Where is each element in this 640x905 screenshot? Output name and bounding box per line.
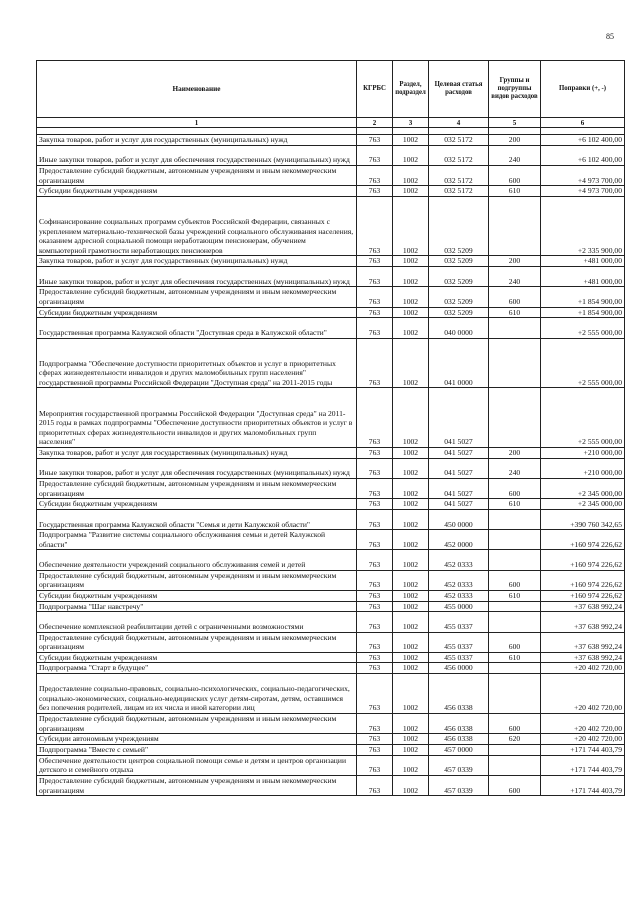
- column-number: 5: [489, 118, 541, 128]
- row-section: 1002: [393, 499, 429, 510]
- row-section: 1002: [393, 734, 429, 745]
- row-target-article: 032 5209: [429, 307, 489, 318]
- row-expense-group: 240: [489, 458, 541, 478]
- row-name: Предоставление субсидий бюджетным, автономным учреждениям и иным некоммерческим организациям: [37, 775, 357, 795]
- table-row: [37, 458, 625, 478]
- row-target-article: 456 0338: [429, 734, 489, 745]
- row-kgrbs: 763: [357, 509, 393, 529]
- row-section: 1002: [393, 612, 429, 632]
- row-section: 1002: [393, 714, 429, 734]
- row-expense-group: [489, 388, 541, 448]
- row-expense-group: 600: [489, 287, 541, 307]
- row-name: Обеспечение деятельности учреждений социального обслуживания семей и детей: [37, 550, 357, 570]
- row-expense-group: [489, 612, 541, 632]
- row-section: 1002: [393, 165, 429, 185]
- row-expense-group: 200: [489, 256, 541, 267]
- row-amount: +20 402 720,00: [541, 714, 625, 734]
- row-amount: +2 555 000,00: [541, 338, 625, 388]
- row-name: Иные закупки товаров, работ и услуг для обеспечения государственных (муниципальных) нужд: [37, 267, 357, 287]
- table-row: [37, 256, 625, 267]
- header-amendments: Поправки (+, -): [541, 61, 625, 118]
- row-amount: +390 760 342,65: [541, 509, 625, 529]
- row-target-article: 452 0333: [429, 570, 489, 590]
- row-expense-group: 620: [489, 734, 541, 745]
- row-kgrbs: 763: [357, 145, 393, 165]
- row-target-article: 455 0000: [429, 601, 489, 612]
- row-name: Субсидии бюджетным учреждениям: [37, 591, 357, 602]
- row-kgrbs: 763: [357, 652, 393, 663]
- row-expense-group: 600: [489, 775, 541, 795]
- row-section: 1002: [393, 570, 429, 590]
- row-expense-group: 600: [489, 714, 541, 734]
- row-kgrbs: 763: [357, 338, 393, 388]
- table-row: [37, 509, 625, 529]
- row-section: 1002: [393, 775, 429, 795]
- row-amount: +171 744 403,79: [541, 744, 625, 755]
- table-row: [37, 775, 625, 795]
- row-target-article: 041 5027: [429, 388, 489, 448]
- row-section: 1002: [393, 307, 429, 318]
- row-name: Субсидии бюджетным учреждениям: [37, 307, 357, 318]
- row-section: 1002: [393, 663, 429, 674]
- spacer-row: [37, 128, 625, 135]
- row-kgrbs: 763: [357, 674, 393, 714]
- row-amount: +4 973 700,00: [541, 186, 625, 197]
- row-name: Государственная программа Калужской области "Доступная среда в Калужской области": [37, 318, 357, 338]
- row-kgrbs: 763: [357, 734, 393, 745]
- row-amount: +1 854 900,00: [541, 287, 625, 307]
- row-expense-group: [489, 196, 541, 256]
- row-kgrbs: 763: [357, 714, 393, 734]
- row-name: Закупка товаров, работ и услуг для государственных (муниципальных) нужд: [37, 256, 357, 267]
- row-section: 1002: [393, 448, 429, 459]
- row-target-article: 041 5027: [429, 499, 489, 510]
- row-amount: +160 974 226,62: [541, 591, 625, 602]
- row-amount: +6 102 400,00: [541, 135, 625, 146]
- row-target-article: 041 5027: [429, 448, 489, 459]
- row-amount: +481 000,00: [541, 256, 625, 267]
- row-kgrbs: 763: [357, 478, 393, 498]
- table-row: [37, 674, 625, 714]
- row-name: Предоставление социально-правовых, социально-психологических, социально-педагогических, социально-экономических, социально-медицинских услуг детям-сиротам, детям, оставшимся без попечения родителей, лицам из их числа и иной категории лиц: [37, 674, 357, 714]
- row-amount: +2 555 000,00: [541, 388, 625, 448]
- budget-amendments-table: [36, 60, 625, 796]
- row-expense-group: [489, 530, 541, 550]
- row-section: 1002: [393, 256, 429, 267]
- row-section: 1002: [393, 318, 429, 338]
- row-target-article: 452 0333: [429, 591, 489, 602]
- row-name: Подпрограмма "Вместе с семьей": [37, 744, 357, 755]
- row-kgrbs: 763: [357, 755, 393, 775]
- row-section: 1002: [393, 755, 429, 775]
- table-row: [37, 632, 625, 652]
- row-amount: +20 402 720,00: [541, 663, 625, 674]
- table-row: [37, 663, 625, 674]
- row-kgrbs: 763: [357, 663, 393, 674]
- column-number: 2: [357, 118, 393, 128]
- table-row: [37, 714, 625, 734]
- row-name: Обеспечение комплексной реабилитации детей с ограниченными возможностями: [37, 612, 357, 632]
- row-expense-group: [489, 755, 541, 775]
- row-target-article: 457 0339: [429, 755, 489, 775]
- row-expense-group: [489, 338, 541, 388]
- row-target-article: 041 5027: [429, 478, 489, 498]
- row-section: 1002: [393, 674, 429, 714]
- row-section: 1002: [393, 186, 429, 197]
- row-amount: +160 974 226,62: [541, 570, 625, 590]
- row-target-article: 457 0339: [429, 775, 489, 795]
- row-section: 1002: [393, 478, 429, 498]
- row-expense-group: 610: [489, 591, 541, 602]
- column-number: 4: [429, 118, 489, 128]
- row-expense-group: [489, 318, 541, 338]
- row-target-article: 032 5172: [429, 145, 489, 165]
- row-name: Иные закупки товаров, работ и услуг для обеспечения государственных (муниципальных) нужд: [37, 145, 357, 165]
- row-amount: +210 000,00: [541, 458, 625, 478]
- row-amount: +2 335 900,00: [541, 196, 625, 256]
- column-number-row: [37, 118, 625, 128]
- row-kgrbs: 763: [357, 499, 393, 510]
- row-name: Предоставление субсидий бюджетным, автономным учреждениям и иным некоммерческим организациям: [37, 287, 357, 307]
- row-amount: +37 638 992,24: [541, 612, 625, 632]
- row-kgrbs: 763: [357, 775, 393, 795]
- column-number: 3: [393, 118, 429, 128]
- row-name: Предоставление субсидий бюджетным, автономным учреждениям и иным некоммерческим организациям: [37, 714, 357, 734]
- row-target-article: 032 5209: [429, 256, 489, 267]
- row-target-article: 457 0000: [429, 744, 489, 755]
- table-row: [37, 318, 625, 338]
- row-name: Подпрограмма "Шаг навстречу": [37, 601, 357, 612]
- row-expense-group: 600: [489, 478, 541, 498]
- row-kgrbs: 763: [357, 135, 393, 146]
- row-kgrbs: 763: [357, 307, 393, 318]
- row-target-article: 450 0000: [429, 509, 489, 529]
- page-number: 85: [606, 32, 614, 41]
- row-section: 1002: [393, 388, 429, 448]
- row-kgrbs: 763: [357, 287, 393, 307]
- row-kgrbs: 763: [357, 458, 393, 478]
- row-name: Субсидии бюджетным учреждениям: [37, 652, 357, 663]
- table-row: [37, 601, 625, 612]
- row-kgrbs: 763: [357, 196, 393, 256]
- table-row: [37, 307, 625, 318]
- table-row: [37, 652, 625, 663]
- table-row: [37, 388, 625, 448]
- header-expense-groups: Группы и подгруппы видов расходов: [489, 61, 541, 118]
- row-expense-group: [489, 674, 541, 714]
- row-section: 1002: [393, 135, 429, 146]
- table-body: [37, 135, 625, 796]
- row-expense-group: [489, 509, 541, 529]
- row-target-article: 032 5209: [429, 196, 489, 256]
- row-target-article: 456 0000: [429, 663, 489, 674]
- row-name: Субсидии бюджетным учреждениям: [37, 499, 357, 510]
- row-amount: +20 402 720,00: [541, 674, 625, 714]
- row-section: 1002: [393, 652, 429, 663]
- column-number: 1: [37, 118, 357, 128]
- row-section: 1002: [393, 632, 429, 652]
- row-name: Подпрограмма "Развитие системы социального обслуживания семьи и детей Калужской области": [37, 530, 357, 550]
- table-row: [37, 570, 625, 590]
- table-row: [37, 755, 625, 775]
- row-name: Закупка товаров, работ и услуг для государственных (муниципальных) нужд: [37, 135, 357, 146]
- row-amount: +2 555 000,00: [541, 318, 625, 338]
- row-kgrbs: 763: [357, 388, 393, 448]
- row-target-article: 041 5027: [429, 458, 489, 478]
- row-section: 1002: [393, 145, 429, 165]
- row-amount: +6 102 400,00: [541, 145, 625, 165]
- table-row: [37, 550, 625, 570]
- header-kgrbs: КГРБС: [357, 61, 393, 118]
- table-row: [37, 478, 625, 498]
- row-amount: +37 638 992,24: [541, 652, 625, 663]
- row-name: Подпрограмма "Старт в будущее": [37, 663, 357, 674]
- table-row: [37, 612, 625, 632]
- row-target-article: 452 0000: [429, 530, 489, 550]
- row-expense-group: 240: [489, 267, 541, 287]
- header-section: Раздел, подраздел: [393, 61, 429, 118]
- table-header-row: [37, 61, 625, 118]
- row-section: 1002: [393, 530, 429, 550]
- row-amount: +171 744 403,79: [541, 775, 625, 795]
- row-name: Субсидии бюджетным учреждениям: [37, 186, 357, 197]
- row-amount: +481 000,00: [541, 267, 625, 287]
- table-row: [37, 165, 625, 185]
- row-expense-group: [489, 744, 541, 755]
- row-target-article: 455 0337: [429, 612, 489, 632]
- row-amount: +210 000,00: [541, 448, 625, 459]
- table-row: [37, 338, 625, 388]
- row-target-article: 032 5172: [429, 186, 489, 197]
- row-amount: +2 345 000,00: [541, 499, 625, 510]
- row-name: Субсидии автономным учреждениям: [37, 734, 357, 745]
- row-target-article: 455 0337: [429, 632, 489, 652]
- row-expense-group: 610: [489, 652, 541, 663]
- row-expense-group: 600: [489, 632, 541, 652]
- row-expense-group: [489, 601, 541, 612]
- row-target-article: 032 5172: [429, 135, 489, 146]
- row-kgrbs: 763: [357, 530, 393, 550]
- table-row: [37, 448, 625, 459]
- row-expense-group: 600: [489, 165, 541, 185]
- table-row: [37, 530, 625, 550]
- row-amount: +2 345 000,00: [541, 478, 625, 498]
- row-expense-group: [489, 663, 541, 674]
- row-kgrbs: 763: [357, 256, 393, 267]
- row-target-article: 456 0338: [429, 674, 489, 714]
- row-name: Подпрограмма "Обеспечение доступности приоритетных объектов и услуг в приоритетных сферах жизнедеятельности инвалидов и других маломобильных групп населения" государственной программы Российской Федерации "Доступная среда" на 2011-2015 годы: [37, 338, 357, 388]
- row-name: Софинансирование социальных программ субъектов Российской Федерации, связанных с укреплением материально-технической базы учреждений социального обслуживания населения, оказанием адресной социальной помощи неработающим пенсионерам, обучением компьютерной грамотности неработающих пенсионеров: [37, 196, 357, 256]
- row-section: 1002: [393, 338, 429, 388]
- row-name: Обеспечение деятельности центров социальной помощи семье и детям и центров организации детского и семейного отдыха: [37, 755, 357, 775]
- row-name: Иные закупки товаров, работ и услуг для обеспечения государственных (муниципальных) нужд: [37, 458, 357, 478]
- table-row: [37, 135, 625, 146]
- row-target-article: 452 0333: [429, 550, 489, 570]
- row-name: Предоставление субсидий бюджетным, автономным учреждениям и иным некоммерческим организациям: [37, 570, 357, 590]
- row-target-article: 032 5209: [429, 287, 489, 307]
- row-name: Государственная программа Калужской области "Семья и дети Калужской области": [37, 509, 357, 529]
- table-row: [37, 734, 625, 745]
- row-kgrbs: 763: [357, 165, 393, 185]
- row-target-article: 456 0338: [429, 714, 489, 734]
- table-row: [37, 196, 625, 256]
- row-target-article: 032 5209: [429, 267, 489, 287]
- row-name: Предоставление субсидий бюджетным, автономным учреждениям и иным некоммерческим организациям: [37, 478, 357, 498]
- row-kgrbs: 763: [357, 744, 393, 755]
- row-amount: +1 854 900,00: [541, 307, 625, 318]
- row-name: Закупка товаров, работ и услуг для государственных (муниципальных) нужд: [37, 448, 357, 459]
- row-kgrbs: 763: [357, 632, 393, 652]
- row-kgrbs: 763: [357, 318, 393, 338]
- row-kgrbs: 763: [357, 550, 393, 570]
- table-row: [37, 744, 625, 755]
- row-target-article: 455 0337: [429, 652, 489, 663]
- row-expense-group: [489, 550, 541, 570]
- table-row: [37, 145, 625, 165]
- header-name: Наименование: [37, 61, 357, 118]
- row-target-article: 041 0000: [429, 338, 489, 388]
- row-section: 1002: [393, 267, 429, 287]
- row-section: 1002: [393, 744, 429, 755]
- row-amount: +160 974 226,62: [541, 550, 625, 570]
- row-name: Предоставление субсидий бюджетным, автономным учреждениям и иным некоммерческим организациям: [37, 165, 357, 185]
- row-kgrbs: 763: [357, 448, 393, 459]
- row-section: 1002: [393, 601, 429, 612]
- row-expense-group: 240: [489, 145, 541, 165]
- row-expense-group: 610: [489, 186, 541, 197]
- row-amount: +160 974 226,62: [541, 530, 625, 550]
- row-amount: +20 402 720,00: [541, 734, 625, 745]
- row-kgrbs: 763: [357, 612, 393, 632]
- row-section: 1002: [393, 550, 429, 570]
- row-kgrbs: 763: [357, 601, 393, 612]
- row-target-article: 040 0000: [429, 318, 489, 338]
- table-row: [37, 591, 625, 602]
- row-amount: +4 973 700,00: [541, 165, 625, 185]
- row-amount: +171 744 403,79: [541, 755, 625, 775]
- row-kgrbs: 763: [357, 570, 393, 590]
- row-name: Мероприятия государственной программы Российской Федерации "Доступная среда" на 2011-2015 годы в рамках подпрограммы "Обеспечение доступности приоритетных объектов и услуг в приоритетных сферах жизнедеятельности инвалидов и других маломобильных групп населения": [37, 388, 357, 448]
- table-row: [37, 267, 625, 287]
- row-section: 1002: [393, 458, 429, 478]
- row-kgrbs: 763: [357, 267, 393, 287]
- row-expense-group: 200: [489, 135, 541, 146]
- table-row: [37, 186, 625, 197]
- row-expense-group: 600: [489, 570, 541, 590]
- table-row: [37, 499, 625, 510]
- row-amount: +37 638 992,24: [541, 601, 625, 612]
- row-kgrbs: 763: [357, 591, 393, 602]
- row-kgrbs: 763: [357, 186, 393, 197]
- row-section: 1002: [393, 196, 429, 256]
- column-number: 6: [541, 118, 625, 128]
- row-section: 1002: [393, 509, 429, 529]
- table-row: [37, 287, 625, 307]
- row-section: 1002: [393, 591, 429, 602]
- row-target-article: 032 5172: [429, 165, 489, 185]
- row-amount: +37 638 992,24: [541, 632, 625, 652]
- row-name: Предоставление субсидий бюджетным, автономным учреждениям и иным некоммерческим организациям: [37, 632, 357, 652]
- row-expense-group: 610: [489, 499, 541, 510]
- row-section: 1002: [393, 287, 429, 307]
- row-expense-group: 610: [489, 307, 541, 318]
- header-target-article: Целевая статья расходов: [429, 61, 489, 118]
- row-expense-group: 200: [489, 448, 541, 459]
